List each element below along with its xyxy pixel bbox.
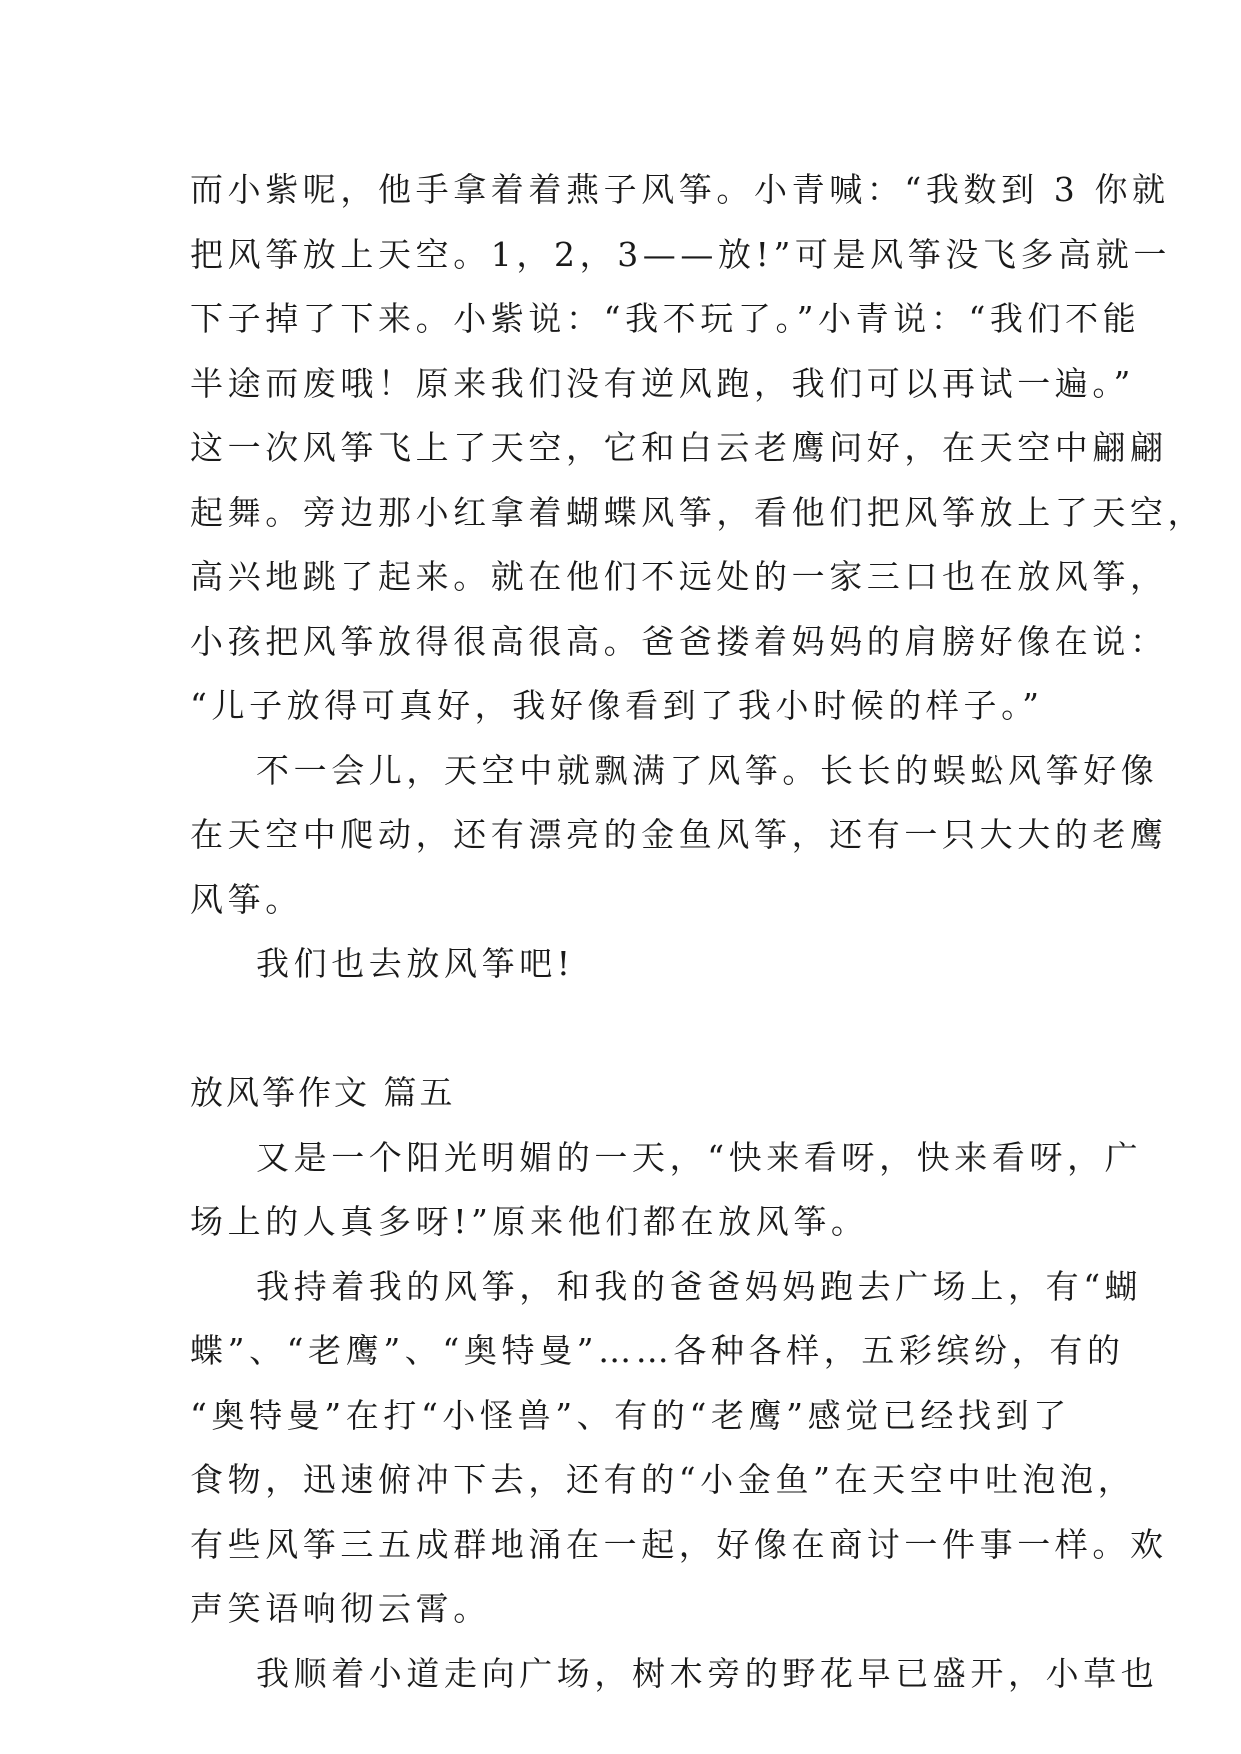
text-line: 不一会儿，天空中就飘满了风筝。长长的蜈蚣风筝好像 (256, 750, 1159, 790)
paragraph (190, 932, 1050, 997)
text-line: 这一次风筝飞上了天空，它和白云老鹰问好，在天空中翩翩 (190, 428, 1168, 467)
text-line: 又是一个阳光明媚的一天，“快来看呀，快来看呀，广 (256, 1137, 1143, 1177)
text-line: 声笑语响彻云霄。 (190, 1589, 491, 1628)
paragraph (190, 1126, 1143, 1255)
section-heading: 放风筝作文 篇五 (190, 1073, 456, 1112)
text-line: 我顺着小道走向广场，树木旁的野花早已盛开，小草也 (256, 1653, 1159, 1693)
text-line: 起舞。旁边那小红拿着蝴蝶风筝，看他们把风筝放上了天空， (190, 492, 1206, 532)
text-line: 有些风筝三五成群地涌在一起，好像在商讨一件事一样。欢 (190, 1524, 1168, 1564)
text-line: 我们也去放风筝吧! (256, 944, 575, 983)
text-line: 高兴地跳了起来。就在他们不远处的一家三口也在放风筝， (190, 557, 1168, 596)
text-line: 场上的人真多呀!”原来他们都在放风筝。 (190, 1202, 869, 1241)
text-line: 在天空中爬动，还有漂亮的金鱼风筝，还有一只大大的老鹰 (190, 815, 1168, 854)
text-line: “奥特曼”在打“小怪兽”、有的“老鹰”感觉已经找到了 (190, 1395, 1071, 1435)
text-line: 下子掉了下来。小紫说：“我不玩了。”小青说：“我们不能 (190, 299, 1141, 338)
text-line: 把风筝放上天空。1，2，3——放!”可是风筝没飞多高就一 (190, 234, 1171, 274)
text-line: 小孩把风筝放得很高很高。爸爸搂着妈妈的肩膀好像在说： (190, 621, 1168, 661)
paragraph (190, 739, 1168, 933)
text-line: 蝶”、“老鹰”、“奥特曼”……各种各样，五彩缤纷，有的 (190, 1331, 1125, 1370)
blank-line (190, 997, 1050, 1062)
paragraph (190, 1255, 1168, 1642)
text-line: 而小紫呢，他手拿着着燕子风筝。小青喊：“我数到 3 你就 (190, 170, 1170, 209)
text-line: 我持着我的风筝，和我的爸爸妈妈跑去广场上，有“蝴 (256, 1266, 1143, 1306)
text-line: 半途而废哦！原来我们没有逆风跑，我们可以再试一遍。” (190, 363, 1135, 403)
paragraph (190, 158, 1206, 739)
paragraph (190, 1642, 1159, 1707)
text-line: 风筝。 (190, 879, 303, 919)
text-line: “儿子放得可真好，我好像看到了我小时候的样子。” (190, 686, 1044, 725)
document-page (190, 158, 1206, 1706)
text-line: 食物，迅速俯冲下去，还有的“小金鱼”在天空中吐泡泡， (190, 1460, 1136, 1499)
